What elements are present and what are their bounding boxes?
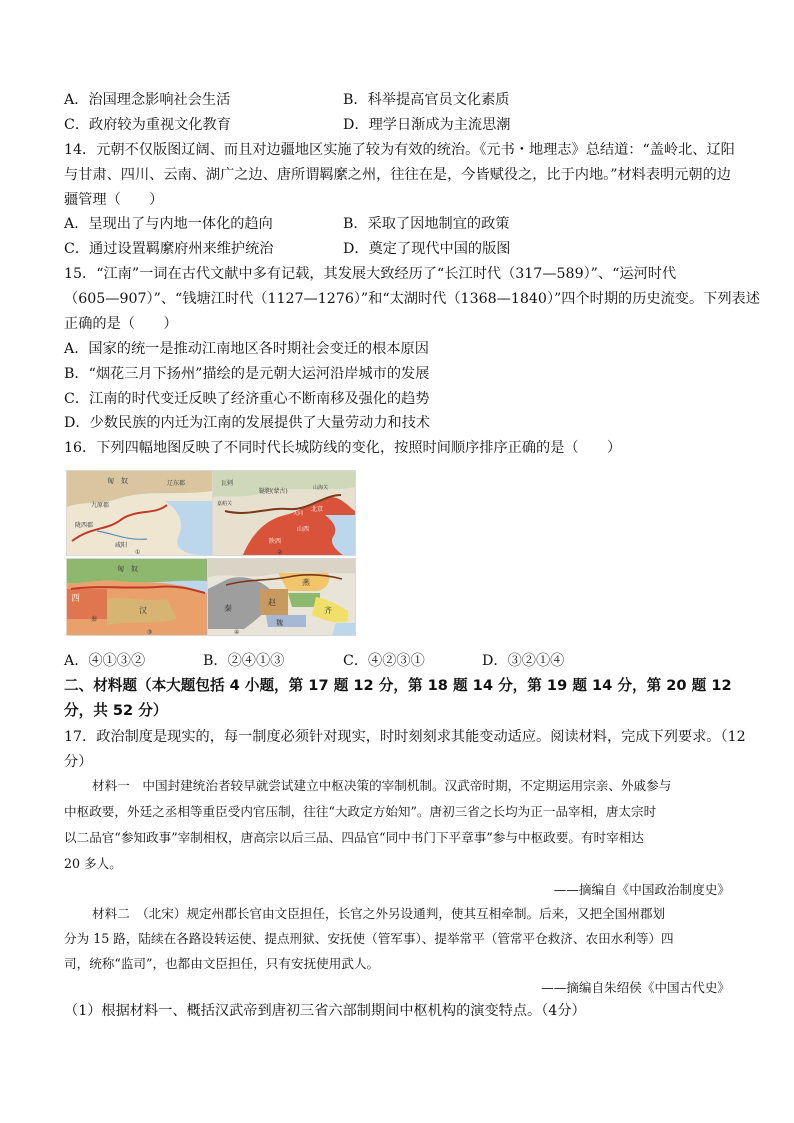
map1-number: ① xyxy=(135,549,141,555)
map3-label-han: 汉 xyxy=(139,606,147,615)
map-2 xyxy=(212,470,356,556)
q16-option-d: D．③②①④ xyxy=(482,653,565,669)
map1-label-xiongnu: 匈 奴 xyxy=(107,477,128,485)
q14-stem-line2: 与甘肃、四川、云南、湖广之边、唐所谓羁縻之州，往往在是，今皆赋役之，比于内地。”材料表明元朝的边 xyxy=(64,167,731,183)
q17-subquestion-1: （1）根据材料一、概括汉武帝到唐初三省六部制期间中枢机构的演变特点。（4分） xyxy=(64,1003,586,1019)
q14-stem-line3: 疆管理（ ） xyxy=(64,192,164,208)
map2-label-tatar: 鞑靼(蒙古) xyxy=(259,488,288,495)
material2-source: ——摘编自朱绍侯《中国古代史》 xyxy=(541,980,730,995)
map2-label-oirat: 瓦剌 xyxy=(221,480,234,487)
map3-label-xi: 西 xyxy=(71,594,81,604)
map2-label-shanxi: 山西 xyxy=(297,526,310,533)
q14-option-c: C．通过设置羁縻府州来维护统治 xyxy=(64,241,274,257)
q15-stem-line3: 正确的是（ ） xyxy=(64,316,178,332)
map1-label-longxi: 陇西郡 xyxy=(75,522,94,529)
map4-label-qin: 秦 xyxy=(224,604,232,613)
map3-label-qin: 秦 xyxy=(91,616,98,623)
map1-label-liaodong: 辽东郡 xyxy=(167,480,186,487)
map4-label-qi: 齐 xyxy=(324,606,332,615)
material2-line1: 材料二 （北宋）规定州郡长官由文臣担任，长官之外另设通判，使其互相牵制。后来，又把全国州郡划 xyxy=(92,906,666,921)
q14-option-d: D．奠定了现代中国的版图 xyxy=(343,241,511,257)
q16-option-b: B．②④①③ xyxy=(203,653,285,669)
map-4 xyxy=(207,558,356,636)
q14-stem-line1: 14．元朝不仅版图辽阔、而且对边疆地区实施了较为有效的统治。《元书・地理志》总结道：“盖岭北、辽阳 xyxy=(64,142,735,158)
q13-option-a: A．治国理念影响社会生活 xyxy=(64,92,231,108)
map2-number: ② xyxy=(277,549,283,555)
map-3 xyxy=(66,558,210,636)
q13-option-c: C．政府较为重视文化教育 xyxy=(64,117,231,133)
q15-option-a: A．国家的统一是推动江南地区各时期社会变迁的根本原因 xyxy=(64,341,429,357)
map2-label-shaanxi: 陕西 xyxy=(269,538,282,545)
map4-label-yan: 燕 xyxy=(302,578,310,587)
map4-label-zhao: 赵 xyxy=(268,598,276,607)
map2-label-jiayuguan: 嘉峪关 xyxy=(217,501,233,507)
q14-option-b: B．采取了因地制宜的政策 xyxy=(343,216,510,232)
material1-line3: 以二品官“参知政事”宰制相权，唐高宗以后三品、四品官“同中书门下平章事”参与中枢政要。有时宰相达 xyxy=(64,830,644,845)
map2-label-shanhaiguan: 山海关 xyxy=(313,485,329,491)
map1-label-xianyang: 咸阳 xyxy=(115,542,128,549)
q16-option-c: C．④②③① xyxy=(343,653,425,669)
map1-label-jiuyuan: 九原郡 xyxy=(91,502,110,509)
q17-stem-line2: 分） xyxy=(64,754,93,770)
q13-option-d: D．理学日渐成为主流思潮 xyxy=(343,117,511,133)
material1-source: ——摘编自《中国政治制度史》 xyxy=(553,882,730,897)
material1-line1: 材料一 中国封建统治者较早就尝试建立中枢决策的宰制机制。汉武帝时期，不定期运用宗亲、外戚参与 xyxy=(92,778,672,793)
map2-label-beijing: 北京 xyxy=(311,506,324,513)
section2-title-line1: 二、材料题（本大题包括 4 小题，第 17 题 12 分，第 18 题 14 分，第 19 题 14 分，第 20 题 12 xyxy=(64,677,732,694)
q15-option-b: B．“烟花三月下扬州”描绘的是元朝大运河沿岸城市的发展 xyxy=(64,366,430,382)
map-1 xyxy=(66,470,213,556)
q17-stem-line1: 17．政治制度是现实的，每一制度必须针对现实，时时刻刻求其能变动适应。阅读材料，完成下列要求。（12 xyxy=(64,729,746,745)
map4-number: ④ xyxy=(234,629,240,635)
q16-stem: 16．下列四幅地图反映了不同时代长城防线的变化，按照时间顺序排序正确的是（ ） xyxy=(64,440,622,456)
q15-option-c: C．江南的时代变迁反映了经济重心不断南移及强化的趋势 xyxy=(64,391,430,407)
material1-line2: 中枢政要，外廷之丞相等重臣受内官压制，往往“大政定方始知”。唐初三省之长均为正一品宰相，唐太宗时 xyxy=(64,804,657,819)
map3-number: ③ xyxy=(147,629,153,635)
map3-label-xiongnu: 匈 奴 xyxy=(117,565,138,573)
material2-line2: 分为 15 路，陆续在各路设转运使、提点刑狱、安抚使（管军事）、提举常平（管常平仓救济、农田水利等）四 xyxy=(64,931,674,946)
material2-line3: 司，统称“监司”，也都由文臣担任，只有安抚使用武人。 xyxy=(64,956,380,971)
material1-line4: 20 多人。 xyxy=(64,856,122,871)
q15-stem-line2: （605—907）”、“钱塘江时代（1127—1276）”和“太湖时代（1368—1840）”四个时期的历史流变。下列表述 xyxy=(64,291,760,307)
map4-label-wei: 魏 xyxy=(276,619,283,627)
q14-option-a: A．呈现出了与内地一体化的趋向 xyxy=(64,216,273,232)
q15-stem-line1: 15．“江南”一词在古代文献中多有记载，其发展大致经历了“长江时代（317—589）”、“运河时代 xyxy=(64,266,677,282)
map2-label-datong: 大同 xyxy=(293,511,304,517)
q15-option-d: D．少数民族的内迁为江南的发展提供了大量劳动力和技术 xyxy=(64,415,431,431)
q16-option-a: A．④①③② xyxy=(64,653,146,669)
q13-option-b: B．科举提高官员文化素质 xyxy=(343,92,510,108)
section2-title-line2: 分，共 52 分） xyxy=(64,702,168,719)
